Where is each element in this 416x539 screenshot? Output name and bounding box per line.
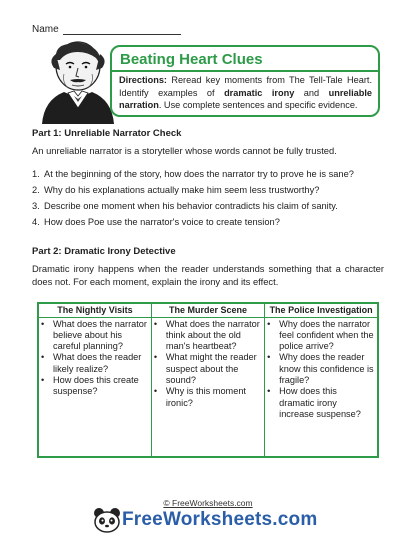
column-header-police-investigation: The Police Investigation: [265, 303, 378, 317]
part1-question-list: [32, 166, 354, 230]
question-number: 4.: [32, 217, 40, 227]
table-cell-police-investigation[interactable]: [265, 317, 378, 457]
list-item: [267, 352, 374, 386]
name-label: Name: [32, 24, 59, 35]
question-4: [32, 214, 354, 230]
list-item: [267, 319, 374, 353]
panda-icon: [92, 507, 122, 533]
table-cell-murder-scene[interactable]: [151, 317, 264, 457]
bullet: •: [41, 352, 45, 363]
list-item-text: What does the narrator believe about his careful planning?: [53, 318, 147, 352]
logo-wordmark: [122, 509, 317, 531]
question-2: [32, 182, 354, 198]
part1-title: Part 1: Unreliable Narrator Check: [32, 128, 182, 139]
question-text: Describe one moment when his behavior contradicts his claim of sanity.: [44, 201, 338, 211]
part2-intro: Dramatic irony happens when the reader understands something that a character does not. For each moment, explain the irony and its effect.: [32, 263, 384, 287]
list-item: [267, 386, 374, 420]
directions-text-2: . Use complete sentences and specific evidence.: [158, 100, 358, 110]
worksheet-title: Beating Heart Clues: [120, 51, 263, 68]
list-item-text: What might the reader suspect about the sound?: [165, 352, 257, 385]
table-row: [38, 317, 378, 457]
name-row: [32, 24, 181, 35]
question-1: [32, 166, 354, 182]
list-item: [41, 352, 148, 375]
column-header-nightly-visits: The Nightly Visits: [38, 303, 151, 317]
list-item-text: How does this dramatic irony increase suspense?: [279, 386, 361, 419]
question-text: How does Poe use the narrator's voice to create tension?: [44, 217, 280, 227]
list-item-text: How does this create suspense?: [53, 374, 139, 397]
bullet: •: [267, 318, 271, 329]
list-item: [41, 375, 148, 398]
bullet: •: [153, 386, 158, 397]
footer-logo: [92, 507, 317, 533]
title-divider: [112, 70, 378, 72]
bullet: •: [153, 352, 158, 363]
bullet: •: [41, 318, 45, 329]
dramatic-irony-table: [37, 302, 379, 458]
question-number: 3.: [32, 201, 40, 211]
logo-rest: Worksheets.com: [162, 509, 318, 530]
directions-text-1: Reread key moments from The Tell-Tale Heart. Identify examples of: [119, 75, 372, 98]
list-item-text: What does the reader likely realize?: [53, 352, 142, 374]
part1-intro: An unreliable narrator is a storyteller whose words cannot be fully trusted.: [32, 145, 337, 156]
list-item-text: Why is this moment ironic?: [165, 386, 246, 408]
list-item: [41, 319, 148, 353]
name-line[interactable]: [63, 25, 181, 35]
title-box: [110, 45, 380, 117]
question-number: 1.: [32, 169, 40, 179]
bullet: •: [153, 318, 158, 329]
directions-and: and: [294, 87, 329, 98]
directions-label: Directions:: [119, 75, 167, 85]
dramatic-irony-term: dramatic irony: [224, 87, 295, 98]
logo-free: Free: [122, 509, 163, 530]
question-3: [32, 198, 354, 214]
list-item: [154, 319, 261, 353]
unreliable-narration-term: unreliable narration: [119, 87, 373, 110]
question-text: At the beginning of the story, how does the narrator try to prove he is sane?: [44, 169, 354, 179]
bullet: •: [267, 386, 271, 397]
author-portrait: [38, 38, 118, 124]
list-item: [154, 352, 261, 386]
question-text: Why do his explanations actually make him seem less trustworthy?: [44, 185, 320, 195]
list-item-text: Why does the reader know this confidence is fragile?: [279, 352, 374, 385]
list-item-text: What does the narrator think about the old man's heartbeat?: [165, 318, 260, 352]
column-header-murder-scene: The Murder Scene: [151, 303, 264, 317]
directions: [119, 74, 372, 112]
part2-title: Part 2: Dramatic Irony Detective: [32, 246, 176, 257]
list-item: [154, 386, 261, 409]
bullet: •: [267, 352, 271, 363]
question-number: 2.: [32, 185, 40, 195]
table-header-row: [38, 303, 378, 317]
bullet: •: [41, 374, 45, 385]
footer-url[interactable]: © FreeWorksheets.com: [163, 498, 253, 508]
table-cell-nightly-visits[interactable]: [38, 317, 151, 457]
list-item-text: Why does the narrator feel confident when the police arrive?: [279, 318, 374, 352]
